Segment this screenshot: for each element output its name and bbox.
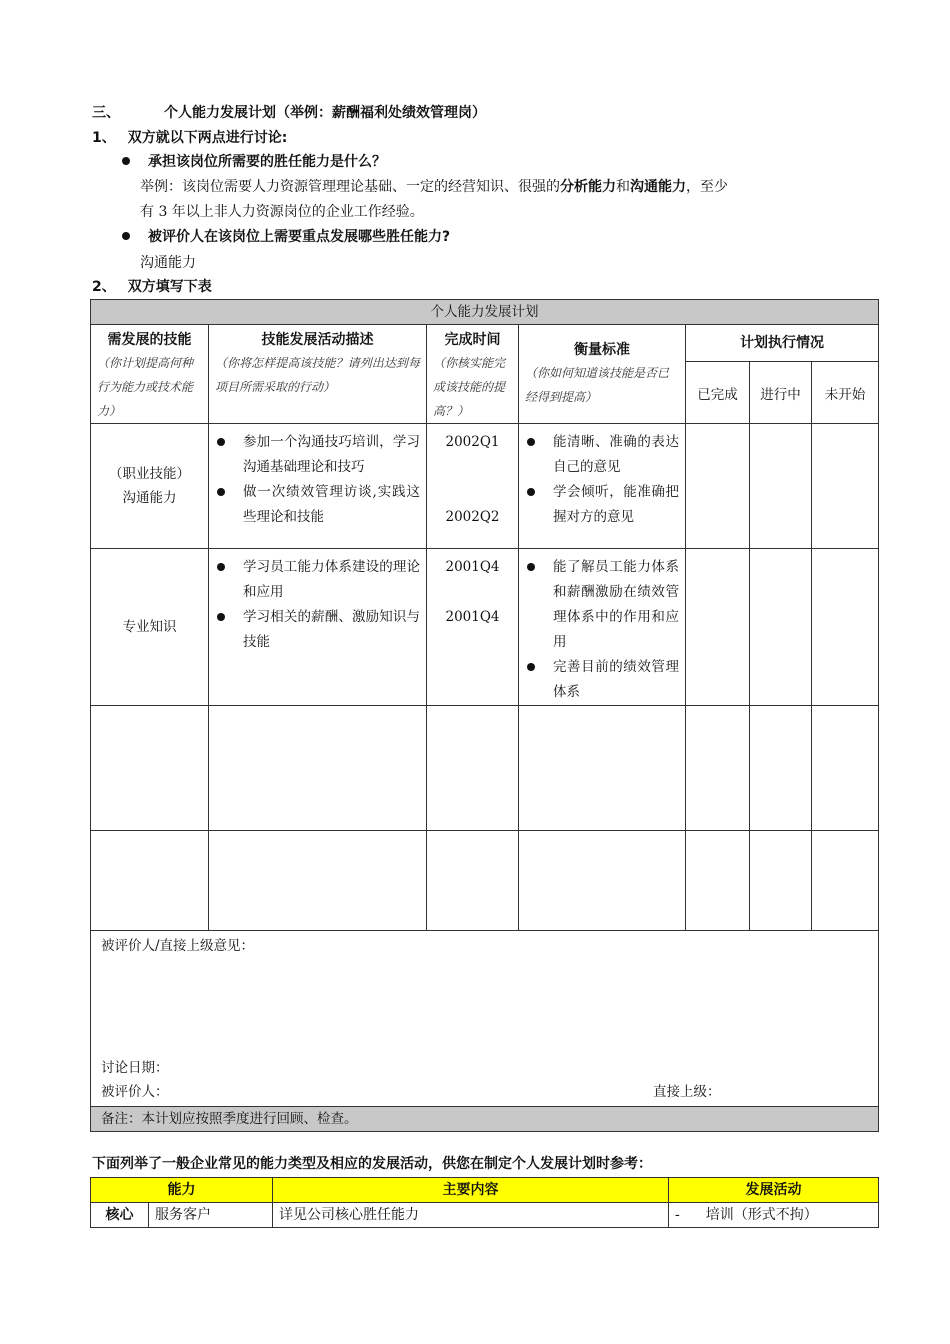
note: 备注：本计划应按照季度进行回顾、检查。 bbox=[91, 1107, 879, 1132]
ref-activity-text: 培训（形式不拘） bbox=[705, 1207, 818, 1223]
ref-header-content: 主要内容 bbox=[273, 1178, 669, 1203]
section-title: 个人能力发展计划（举例：薪酬福利处绩效管理岗） bbox=[164, 105, 486, 121]
communication-ability: 沟通能力 bbox=[630, 179, 686, 195]
empty-cell[interactable] bbox=[427, 831, 519, 931]
completion-time: 2001Q4 bbox=[445, 609, 500, 625]
dash: - bbox=[675, 1207, 680, 1223]
skill-name: 专业知识 bbox=[122, 619, 177, 635]
bullet-icon bbox=[122, 157, 130, 165]
exec-in-progress-cell[interactable] bbox=[750, 424, 812, 549]
activity-cell bbox=[209, 549, 427, 706]
list-item: 学会倾听，能准确把握对方的意见 bbox=[523, 480, 679, 530]
exec-done-cell[interactable] bbox=[686, 424, 750, 549]
item-1 bbox=[92, 128, 287, 148]
exec-not-started-cell[interactable] bbox=[812, 424, 879, 549]
empty-cell[interactable] bbox=[750, 831, 812, 931]
ref-header-activity: 发展活动 bbox=[669, 1178, 879, 1203]
supervisor-label: 直接上级： bbox=[653, 1084, 721, 1100]
empty-cell[interactable] bbox=[91, 831, 209, 931]
exec-not-started-cell[interactable] bbox=[812, 549, 879, 706]
completion-time: 2001Q4 bbox=[445, 559, 500, 575]
comment-label: 被评价人/直接上级意见： bbox=[101, 938, 255, 954]
section-number: 三、 bbox=[92, 105, 120, 121]
empty-cell[interactable] bbox=[686, 831, 750, 931]
answer-1-and: 和 bbox=[616, 179, 630, 195]
reference-intro: 下面列举了一般企业常见的能力类型及相应的发展活动，供您在制定个人发展计划时参考： bbox=[92, 1156, 652, 1172]
measure-cell bbox=[519, 424, 686, 549]
item-2-text: 双方填写下表 bbox=[127, 279, 212, 295]
list-item: 做一次绩效管理访谈,实践这些理论和技能 bbox=[213, 480, 420, 530]
exec-not-started: 未开始 bbox=[812, 362, 879, 424]
bullet-icon bbox=[122, 232, 130, 240]
activity-cell bbox=[209, 424, 427, 549]
skill-category: （职业技能） bbox=[109, 466, 190, 482]
item-2 bbox=[92, 277, 212, 297]
exec-done-cell[interactable] bbox=[686, 549, 750, 706]
table-row bbox=[91, 1203, 879, 1228]
time-cell bbox=[427, 549, 519, 706]
list-item: 参加一个沟通技巧培训，学习沟通基础理论和技巧 bbox=[213, 430, 420, 480]
ref-header-ability: 能力 bbox=[91, 1178, 273, 1203]
empty-cell[interactable] bbox=[686, 706, 750, 831]
measure-cell bbox=[519, 549, 686, 706]
list-item: 学习相关的薪酬、激励知识与技能 bbox=[213, 605, 420, 655]
ref-ability-type: 核心 bbox=[91, 1203, 149, 1228]
col-activity-hint: （你将怎样提高该技能？请列出达到每项目所需采取的行动） bbox=[215, 356, 420, 394]
empty-cell[interactable] bbox=[812, 706, 879, 831]
col-measure bbox=[519, 325, 686, 424]
empty-cell[interactable] bbox=[519, 706, 686, 831]
col-execution-title: 计划执行情况 bbox=[740, 335, 825, 351]
col-execution bbox=[686, 325, 879, 362]
col-time bbox=[427, 325, 519, 424]
exec-done: 已完成 bbox=[686, 362, 750, 424]
list-item: 学习员工能力体系建设的理论和应用 bbox=[213, 555, 420, 605]
empty-cell[interactable] bbox=[750, 706, 812, 831]
list-item: 能清晰、准确的表达自己的意见 bbox=[523, 430, 679, 480]
ref-ability-name: 服务客户 bbox=[149, 1203, 273, 1228]
ref-activity bbox=[669, 1203, 879, 1228]
reference-table bbox=[90, 1177, 879, 1228]
completion-time: 2002Q1 bbox=[445, 434, 500, 450]
comment-box[interactable] bbox=[91, 931, 879, 1107]
empty-cell[interactable] bbox=[209, 706, 427, 831]
col-skill-hint: （你计划提高何种行为能力或技术能力） bbox=[97, 356, 194, 418]
ref-content: 详见公司核心胜任能力 bbox=[273, 1203, 669, 1228]
col-skill bbox=[91, 325, 209, 424]
question-2-text: 被评价人在该岗位上需要重点发展哪些胜任能力? bbox=[148, 229, 451, 245]
col-time-hint: （你核实能完成该技能的提高？） bbox=[433, 356, 506, 418]
answer-1-text: 举例：该岗位需要人力资源管理理论基础、一定的经营知识、很强的 bbox=[140, 179, 560, 195]
answer-1-tail: ，至少 bbox=[686, 179, 728, 195]
discussion-date-label: 讨论日期： bbox=[101, 1060, 169, 1076]
development-plan-table bbox=[90, 299, 879, 1132]
table-row-empty bbox=[91, 706, 879, 831]
completion-time: 2002Q2 bbox=[445, 509, 500, 525]
exec-in-progress-cell[interactable] bbox=[750, 549, 812, 706]
analysis-ability: 分析能力 bbox=[560, 179, 616, 195]
empty-cell[interactable] bbox=[427, 706, 519, 831]
question-1-text: 承担该岗位所需要的胜任能力是什么？ bbox=[148, 154, 386, 170]
answer-1-line-1 bbox=[140, 177, 728, 197]
col-time-title: 完成时间 bbox=[444, 332, 501, 348]
item-1-number: 1、 bbox=[92, 130, 116, 146]
empty-cell[interactable] bbox=[519, 831, 686, 931]
empty-cell[interactable] bbox=[812, 831, 879, 931]
list-item: 完善目前的绩效管理体系 bbox=[523, 655, 679, 705]
skill-name: 沟通能力 bbox=[122, 490, 177, 506]
time-cell bbox=[427, 424, 519, 549]
section-heading bbox=[92, 103, 486, 123]
table-row-empty bbox=[91, 831, 879, 931]
skill-cell bbox=[91, 424, 209, 549]
question-2 bbox=[122, 227, 450, 247]
exec-in-progress: 进行中 bbox=[750, 362, 812, 424]
col-activity-title: 技能发展活动描述 bbox=[261, 332, 374, 348]
empty-cell[interactable] bbox=[209, 831, 427, 931]
list-item: 能了解员工能力体系和薪酬激励在绩效管理体系中的作用和应用 bbox=[523, 555, 679, 655]
table-row bbox=[91, 549, 879, 706]
col-skill-title: 需发展的技能 bbox=[107, 332, 192, 348]
table-row bbox=[91, 424, 879, 549]
question-1 bbox=[122, 152, 386, 172]
evaluatee-label: 被评价人： bbox=[101, 1084, 169, 1100]
col-measure-hint: （你如何知道该技能是否已经得到提高） bbox=[525, 366, 670, 404]
answer-2: 沟通能力 bbox=[140, 255, 196, 271]
col-measure-title: 衡量标准 bbox=[574, 342, 630, 358]
item-1-text: 双方就以下两点进行讨论: bbox=[127, 130, 288, 146]
item-2-number: 2、 bbox=[92, 279, 116, 295]
col-activity bbox=[209, 325, 427, 424]
empty-cell[interactable] bbox=[91, 706, 209, 831]
answer-1-line-2: 有 3 年以上非人力资源岗位的企业工作经验。 bbox=[140, 204, 424, 220]
plan-title: 个人能力发展计划 bbox=[91, 300, 879, 325]
skill-cell bbox=[91, 549, 209, 706]
